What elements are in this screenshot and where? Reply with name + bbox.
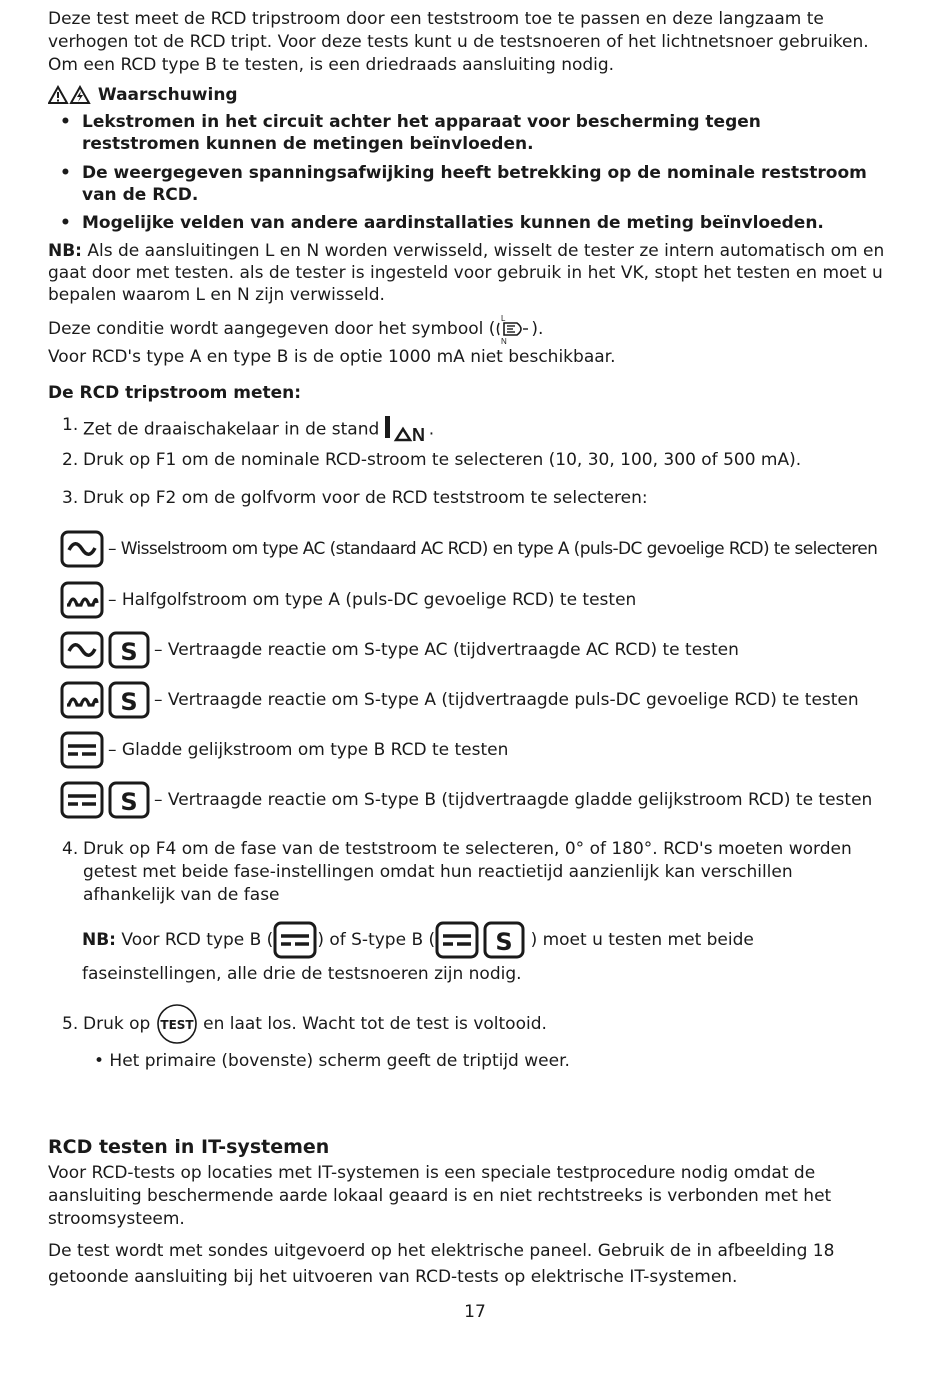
test-button-icon — [156, 1003, 198, 1045]
s-type-icon — [483, 921, 525, 959]
step-2: 2. Druk op F1 om de nominale RCD-stroom te selecteren (10, 30, 100, 300 of 500 mA). — [62, 450, 802, 470]
s-type-icon — [108, 631, 150, 669]
svg-text:N: N — [501, 337, 508, 344]
page-number: 17 — [464, 1302, 486, 1322]
ln-swap-symbol-icon — [495, 314, 531, 344]
dc-icon — [273, 921, 317, 959]
step-3: 3. Druk op F2 om de golfvorm voor de RCD teststroom te selecteren: — [62, 488, 648, 508]
condition-paragraph: Deze conditie wordt aangegeven door het symbool ( L N ). — [48, 314, 544, 344]
svg-text:N: N — [411, 425, 425, 444]
warning-title — [48, 84, 238, 107]
svg-text:S: S — [120, 638, 138, 666]
warning-item: • Lekstromen in het circuit achter het apparaat voor bescherming tegen reststromen kunnen de metingen beïnvloeden. — [60, 112, 761, 154]
waveform-option: S – Vertraagde reactie om S-type AC (tijdvertraagde AC RCD) te testen — [60, 629, 739, 671]
intro-paragraph: Deze test meet de RCD tripstroom door een teststroom toe te passen en deze langzaam te verhogen tot de RCD tript. Voor deze tests kunt u de testsnoeren of het lichtnetsnoer gebruiken. Om een RCD type B te testen, is een driedraads aansluiting nodig. — [48, 9, 869, 75]
s-type-icon — [108, 681, 150, 719]
note-type-b-line2: faseinstellingen, alle drie de testsnoeren zijn nodig. — [82, 964, 522, 984]
svg-text:TEST: TEST — [160, 1018, 194, 1032]
ac-sine-icon — [60, 631, 104, 669]
waveform-option: – Halfgolfstroom om type A (puls-DC gevoelige RCD) te testen — [60, 579, 636, 621]
warning-triangle-icon — [48, 85, 92, 105]
dc-icon — [60, 781, 104, 819]
svg-text:S: S — [120, 788, 138, 816]
dc-icon — [60, 731, 104, 769]
ac-sine-icon — [60, 530, 104, 568]
note-paragraph: NB: Als de aansluitingen L en N worden verwisseld, wisselt de tester ze intern automatisch om en gaat door met testen. als de tester is ingesteld voor gebruik in het VK, stopt het testen en moet u bepalen waarom L en N zijn verwisseld. — [48, 241, 885, 305]
section-heading: RCD testen in IT-systemen — [48, 1136, 330, 1158]
result-bullet: • Het primaire (bovenste) scherm geeft de triptijd weer. — [94, 1051, 570, 1071]
dc-icon — [435, 921, 479, 959]
warning-item: • Mogelijke velden van andere aardinstallaties kunnen de meting beïnvloeden. — [60, 213, 824, 233]
it-paragraph-1: Voor RCD-tests op locaties met IT-systemen is een speciale testprocedure nodig omdat de aansluiting beschermende aarde lokaal geaard is en niet rechtstreeks is verbonden met het stroomsysteem. — [48, 1163, 832, 1229]
waveform-option: – Gladde gelijkstroom om type B RCD te testen — [60, 729, 508, 771]
rcd-function-icon — [385, 414, 429, 445]
waveform-option: – Wisselstroom om type AC (standaard AC RCD) en type A (puls-DC gevoelige RCD) te selecteren — [60, 528, 877, 570]
it-paragraph-2: De test wordt met sondes uitgevoerd op het elektrische paneel. Gebruik de in afbeelding 18 getoonde aansluiting bij het uitvoeren van RCD-tests op elektrische IT-systemen. — [48, 1241, 835, 1287]
half-wave-icon — [60, 681, 104, 719]
procedure-title: De RCD tripstroom meten: — [48, 383, 302, 403]
svg-text:S: S — [495, 928, 513, 956]
s-type-icon — [108, 781, 150, 819]
waveform-option: S – Vertraagde reactie om S-type B (tijdvertraagde gladde gelijkstroom RCD) te testen — [60, 779, 872, 821]
step-1: 1. Zet de draaischakelaar in de stand N . — [62, 415, 435, 444]
step-4: 4. Druk op F4 om de fase van de teststroom te selecteren, 0° of 180°. RCD's moeten worden getest met beide fase-instellingen omdat hun reactietijd aanzienlijk kan verschillen afhankelijk van de fase — [62, 839, 852, 905]
warning-title-text: Waarschuwing — [97, 85, 238, 105]
svg-text:S: S — [120, 688, 138, 716]
note-type-b: NB: Voor RCD type B ( ) of S-type B ( S ) moet u testen met beide — [82, 921, 754, 959]
half-wave-icon — [60, 581, 104, 619]
step-5: 5. Druk op TEST en laat los. Wacht tot de test is voltooid. — [62, 1003, 862, 1045]
waveform-option: S – Vertraagde reactie om S-type A (tijdvertraagde puls-DC gevoelige RCD) te testen — [60, 679, 859, 721]
availability-note: Voor RCD's type A en type B is de optie 1000 mA niet beschikbaar. — [48, 347, 616, 367]
svg-text:L: L — [501, 314, 506, 323]
warning-item: • De weergegeven spanningsafwijking heeft betrekking op de nominale reststroom van de RCD. — [60, 163, 867, 205]
